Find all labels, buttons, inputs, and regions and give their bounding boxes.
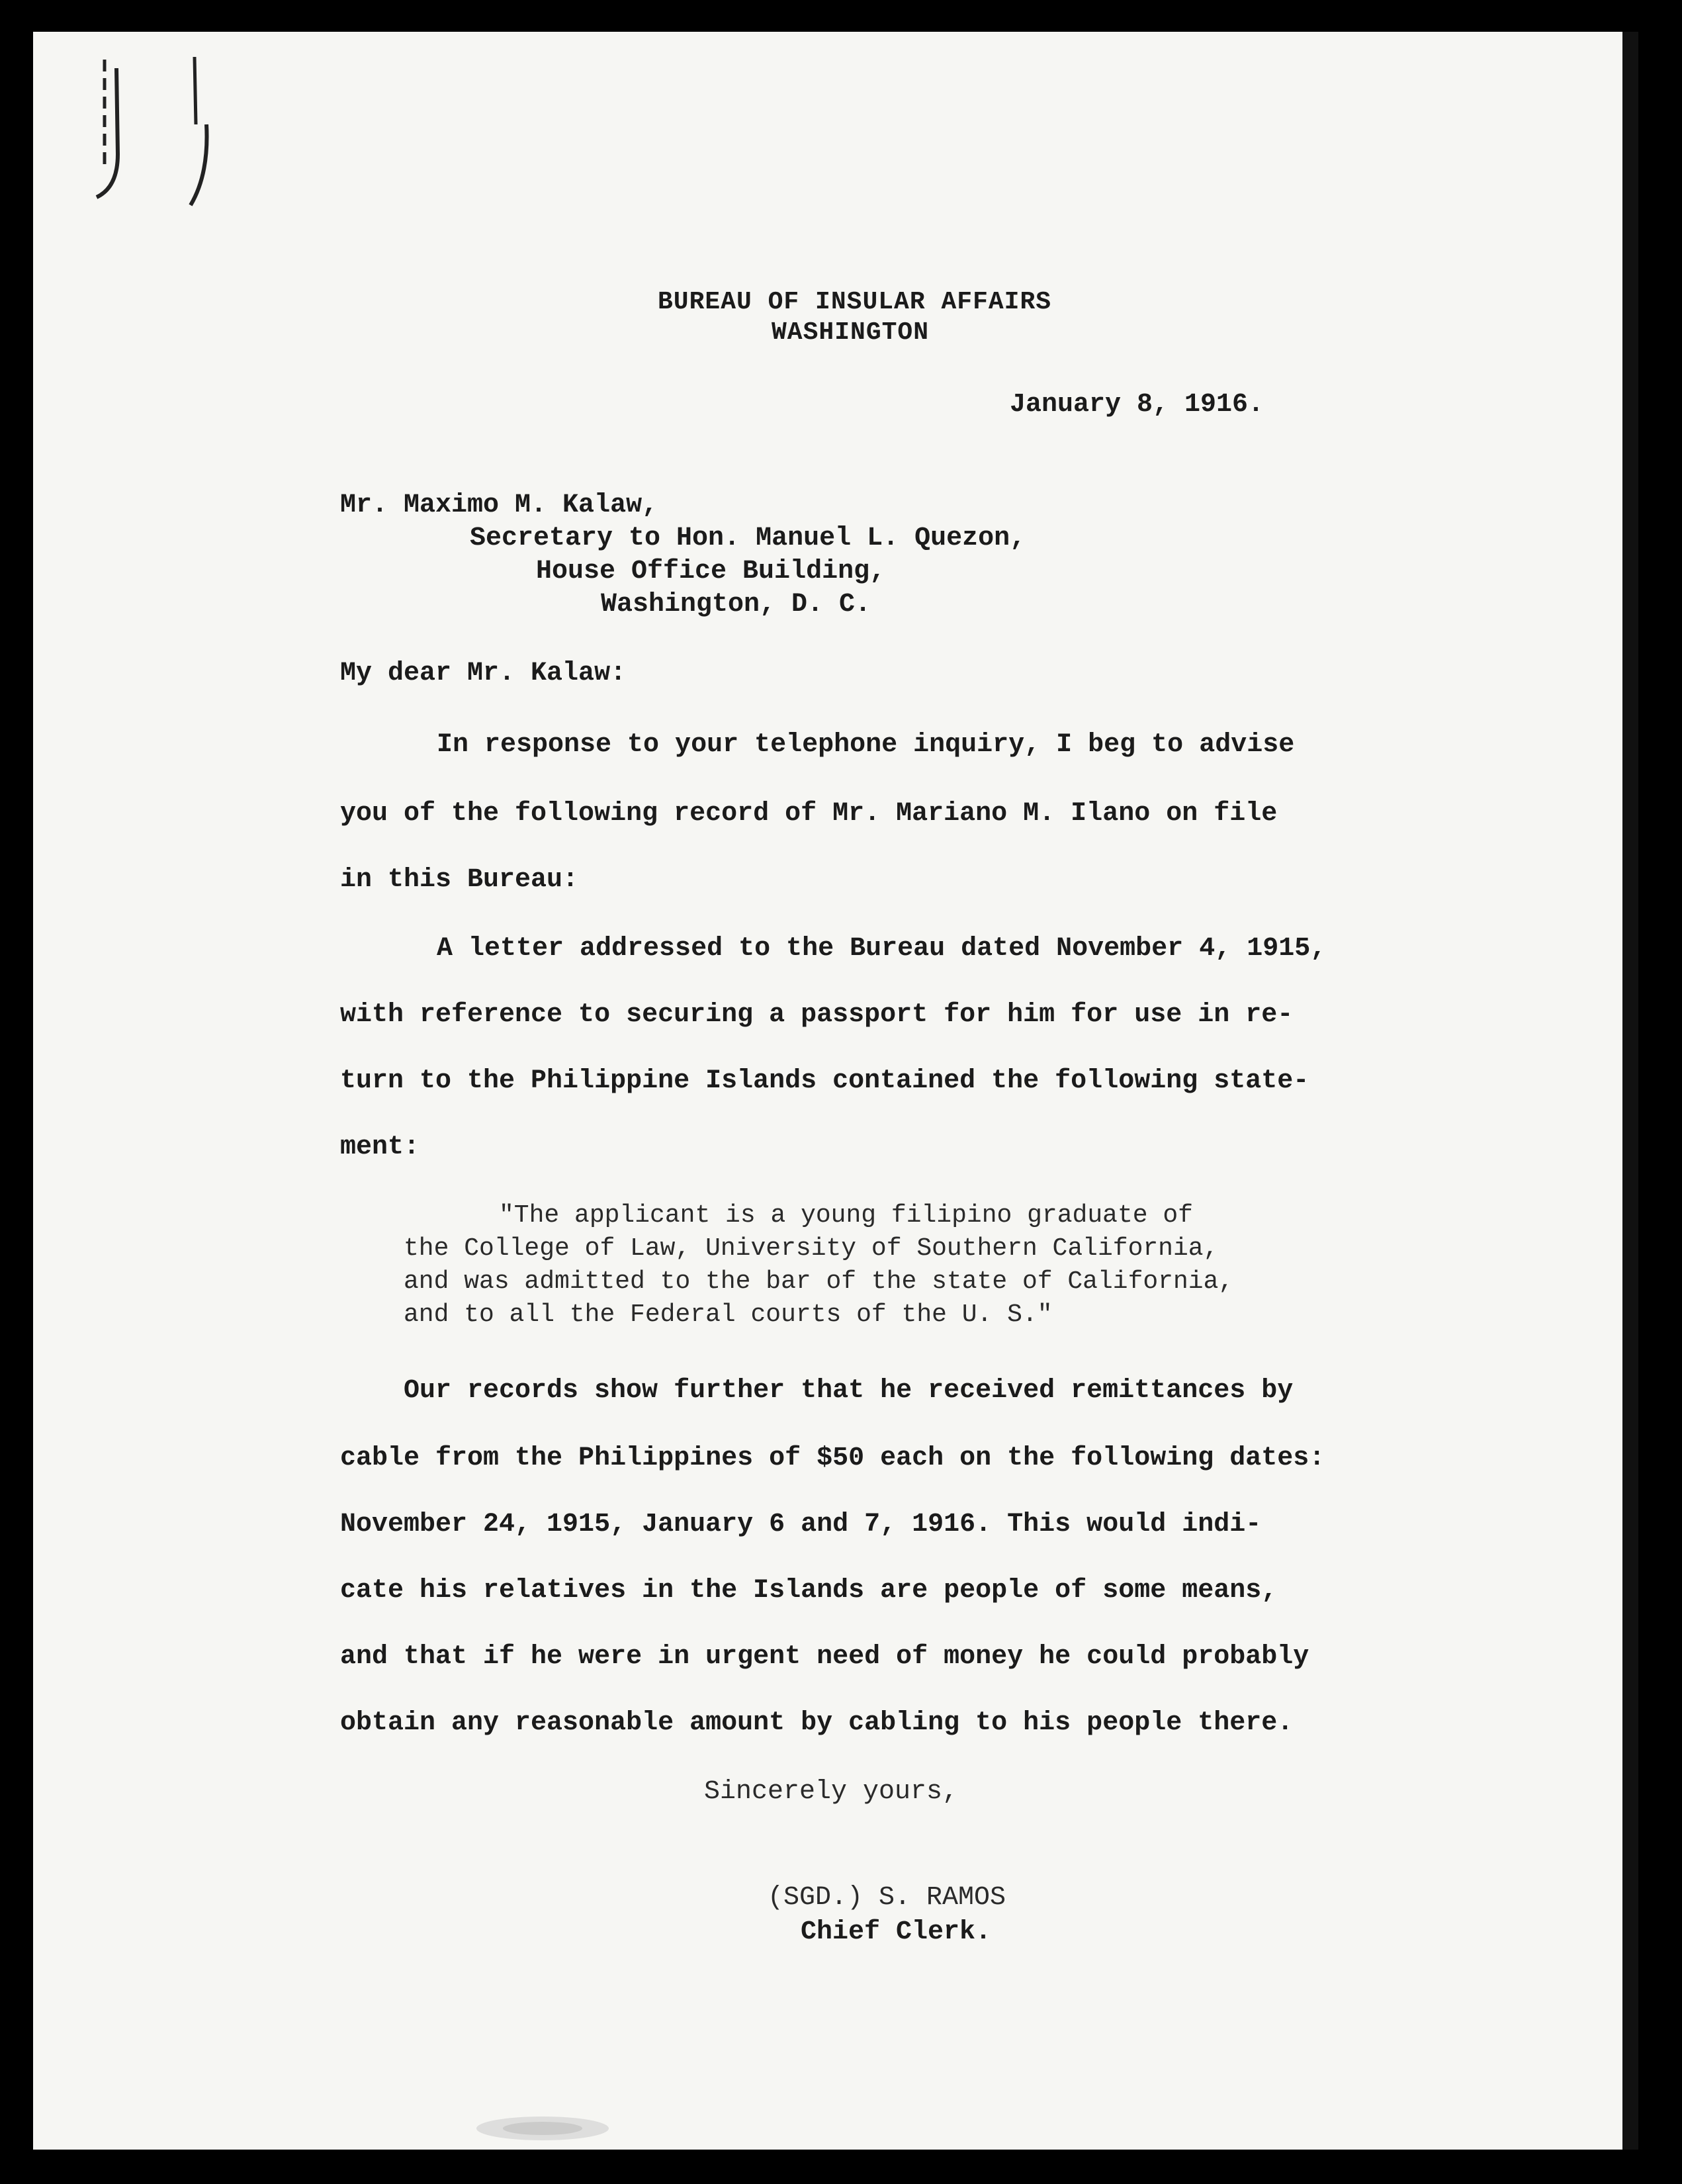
paragraph-line: Our records show further that he received remittances by [404,1376,1294,1406]
paragraph-line: you of the following record of Mr. Mariano M. Ilano on file [340,799,1278,829]
paragraph-line: In response to your telephone inquiry, I beg to advise [437,730,1295,760]
signature-title: Chief Clerk. [801,1917,992,1947]
salutation: My dear Mr. Kalaw: [340,659,627,688]
paragraph-line: November 24, 1915, January 6 and 7, 1916. This would indi- [340,1510,1262,1539]
recipient-building: House Office Building, [536,557,886,586]
paragraph-line: A letter addressed to the Bureau dated November 4, 1915, [437,934,1327,964]
handwritten-bracket-marks [33,32,245,230]
page-edge-shadow [1622,32,1638,2150]
paragraph-line: in this Bureau: [340,865,579,895]
quote-line: "The applicant is a young filipino graduate of [499,1201,1193,1230]
closing: Sincerely yours, [704,1777,959,1807]
paper-smudge [463,2103,622,2150]
quote-line: the College of Law, University of Southern California, [404,1234,1219,1263]
quote-line: and to all the Federal courts of the U. S." [404,1300,1053,1329]
paragraph-line: cable from the Philippines of $50 each on the following dates: [340,1443,1325,1473]
recipient-title: Secretary to Hon. Manuel L. Quezon, [470,523,1026,553]
letterhead-title: BUREAU OF INSULAR AFFAIRS [658,288,1052,316]
paragraph-line: ment: [340,1132,420,1162]
recipient-city: Washington, D. C. [601,590,871,619]
recipient-name: Mr. Maximo M. Kalaw, [340,490,658,520]
letter-date: January 8, 1916. [1010,390,1264,420]
paragraph-line: cate his relatives in the Islands are people of some means, [340,1576,1278,1606]
letterhead-city: WASHINGTON [772,318,930,347]
letter-page [33,32,1638,2150]
paragraph-line: turn to the Philippine Islands contained the following state- [340,1066,1309,1096]
paragraph-line: obtain any reasonable amount by cabling to his people there. [340,1708,1294,1738]
quote-line: and was admitted to the bar of the state of California, [404,1267,1234,1296]
paragraph-line: and that if he were in urgent need of money he could probably [340,1642,1309,1672]
signature-name: (SGD.) S. RAMOS [768,1883,1006,1913]
paragraph-line: with reference to securing a passport for him for use in re- [340,1000,1294,1030]
